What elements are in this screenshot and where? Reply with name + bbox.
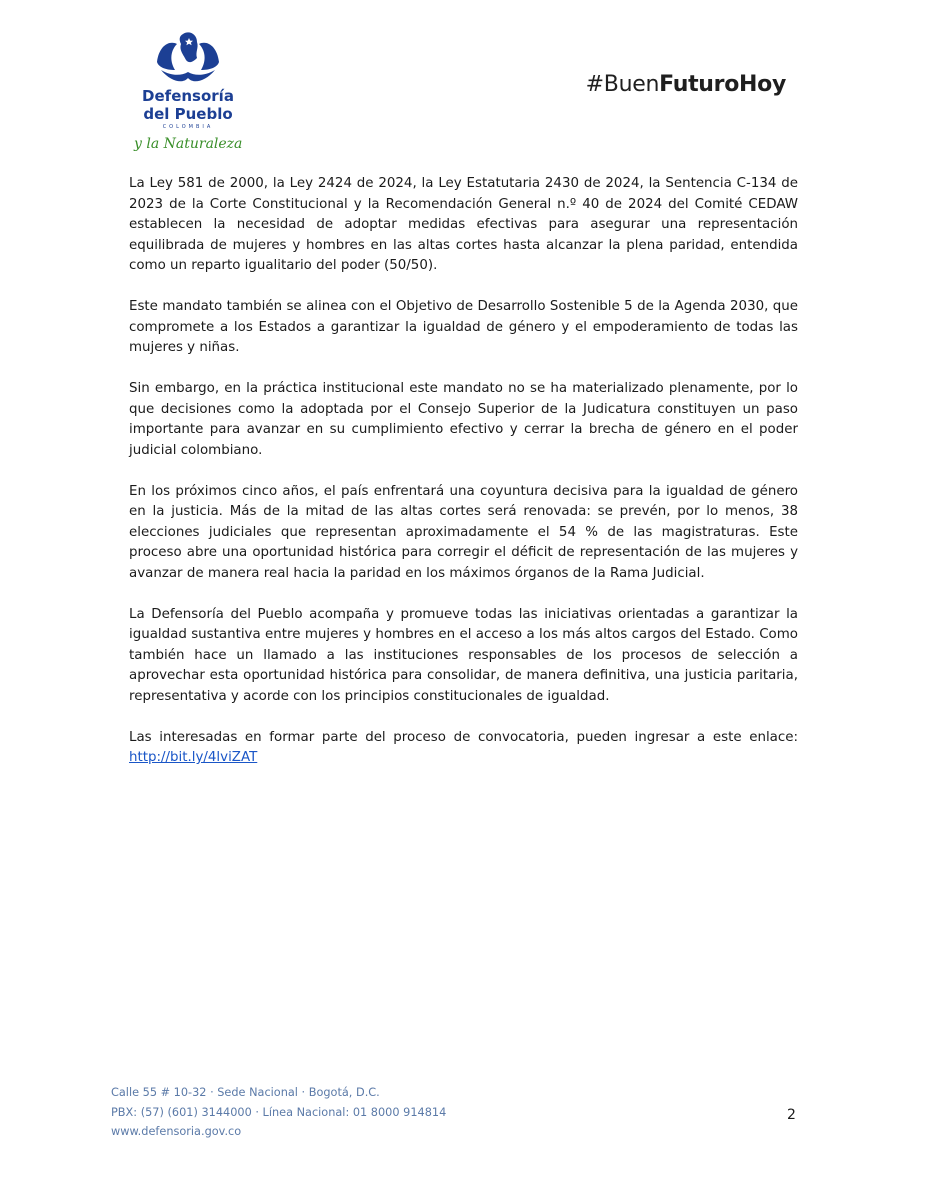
footer-phone: PBX: (57) (601) 3144000 · Línea Nacional: 01 8000 914814 <box>111 1105 447 1119</box>
hashtag-bold: FuturoHoy <box>659 72 786 97</box>
logo-name-line2: del Pueblo <box>143 105 233 123</box>
paragraph-3: Sin embargo, en la práctica institucional este mandato no se ha materializado plenamente, por lo que decisiones como la adoptada por el Consejo Superior de la Judicatura constituyen un paso importante para avanzar en su cumplimiento efectivo y cerrar la brecha de género en el poder judicial colombiano. <box>129 381 798 458</box>
logo-name-line1: Defensoría <box>142 87 234 105</box>
paragraph-5: La Defensoría del Pueblo acompaña y promueve todas las iniciativas orientadas a garantizar la igualdad sustantiva entre mujeres y hombres en el acceso a los más altos cargos del Estado. Como también hace un llamado a las instituciones responsables de los procesos de selección a aprovechar esta oportunidad histórica para consolidar, de manera definitiva, una justicia paritaria, representativa y acorde con los principios constitucionales de igualdad. <box>129 606 798 704</box>
paragraph-1: La Ley 581 de 2000, la Ley 2424 de 2024, la Ley Estatutaria 2430 de 2024, la Sentencia C-134 de 2023 de la Corte Constitucional y la Recomendación General n.º 40 de 2024 del Comité CEDAW establecen la necesidad de adoptar medidas efectivas para asegurar una representación equilibrada de mujeres y hombres en las altas cortes hasta alcanzar la plena paridad, entendida como un reparto igualitario del poder (50/50). <box>129 176 798 273</box>
logo-tagline: y la Naturaleza <box>134 136 243 152</box>
logo-country: COLOMBIA <box>162 124 214 130</box>
footer-website: www.defensoria.gov.co <box>111 1125 242 1138</box>
paragraph-6-text: Las interesadas en formar parte del proceso de convocatoria, pueden ingresar a este enlace: <box>129 729 798 745</box>
paragraph-2: Este mandato también se alinea con el Objetivo de Desarrollo Sostenible 5 de la Agenda 2030, que compromete a los Estados a garantizar la igualdad de género y el empoderamiento de todas las mujeres y niñas. <box>129 299 798 355</box>
hands-map-emblem-icon <box>153 28 223 86</box>
footer-contact <box>111 1083 446 1142</box>
document-body <box>129 174 798 789</box>
footer-address: Calle 55 # 10-32 · Sede Nacional · Bogotá, D.C. <box>111 1086 380 1099</box>
campaign-hashtag <box>586 72 786 97</box>
defensoria-logo <box>128 28 248 152</box>
paragraph-4: En los próximos cinco años, el país enfrentará una coyuntura decisiva para la igualdad de género en la justicia. Más de la mitad de las altas cortes será renovada: se prevén, por lo menos, 38 elecciones judiciales que representan aproximadamente el 54 % de las magistraturas. Este proceso abre una oportunidad histórica para corregir el déficit de representación de las mujeres y avanzar de manera real hacia la paridad en los máximos órganos de la Rama Judicial. <box>129 483 798 581</box>
convocatoria-link[interactable]: http://bit.ly/4lviZAT <box>129 750 258 765</box>
paragraph-6 <box>129 728 798 769</box>
hashtag-prefix: #Buen <box>585 72 660 97</box>
page-number: 2 <box>787 1107 796 1123</box>
